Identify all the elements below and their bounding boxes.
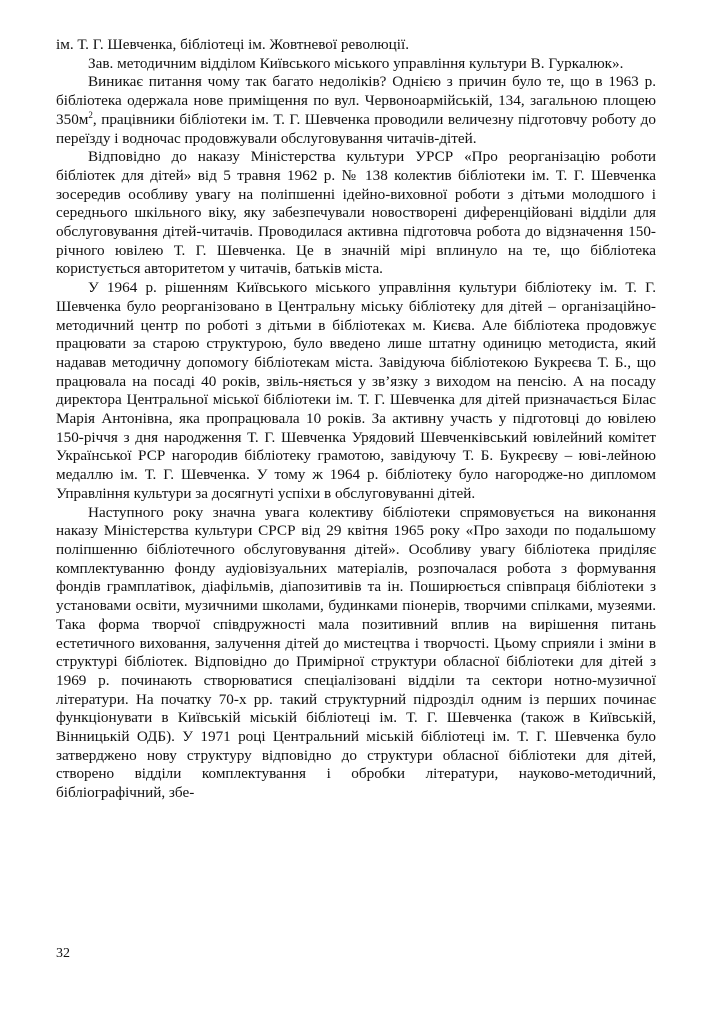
text-line-signature: Зав. методичним відділом Київського міського управління культури В. Гуркалюк». <box>88 54 624 72</box>
page-number: 32 <box>56 946 70 961</box>
area-unit-superscript: 2 <box>88 109 93 120</box>
paragraph-2: Відповідно до наказу Міністерства культури УРСР «Про реорганізацію роботи бібліотек для дітей» від 5 травня 1962 р. № 138 колектив бібліотеки ім. Т. Г. Шевченка зосередив особливу увагу на поліпшенні ідейно-виховної роботи з дітьми молодшого і середнього шкільного віку, яку забезпечували новостворені диференційовані відділи для обслуговування дітей-читачів. Проводилася активна підготовча робота до відзначення 150-річного ювілею Т. Г. Шевченка. Це в значній мірі вплинуло на те, що бібліотека користується авторитетом у читачів, батьків міста. <box>56 148 656 278</box>
document-page <box>56 36 656 803</box>
text-line-continuation: ім. Т. Г. Шевченка, бібліотеці ім. Жовтневої революції. <box>56 36 410 53</box>
paragraph-1-text-a: Виникає питання чому так багато недоліків? Однією з причин було те, що в 1963 р. бібліотека одержала нове приміщення по вул. Червоноармійській, 134, загальною площею 350м <box>56 73 656 128</box>
paragraph-3: У 1964 р. рішенням Київського міського управління культури бібліотеку ім. Т. Г. Шевченка було реорганізовано в Центральну міську бібліотеку для дітей – організаційно-методичний центр по роботі з дітьми в бібліотеках м. Києва. Але бібліотека продовжує працювати за старою структурою, було введено лише штатну одиницю методиста, який надавав методичну допомогу бібліотекам міста. Завідуюча бібліотекою Букреєва Т. Б., що працювала на посаді 40 років, звіль-няється у зв’язку з виходом на пенсію. А на посаду директора Центральної міської бібліотеки ім. Т. Г. Шевченка для дітей призначається Білас Марія Антонівна, яка пропрацювала 10 років. За активну участь у підготовці до ювілею 150-річчя з дня народження Т. Г. Шевченка Урядовий Шевченківський ювілейний комітет Української РСР нагородив бібліотеку грамотою, завідуючу Т. Б. Букреєву – юві-лейною медаллю ім. Т. Г. Шевченка. У тому ж 1964 р. бібліотеку було нагородже-но дипломом Управління культури за досягнуті успіхи в обслуговуванні дітей. <box>56 279 656 502</box>
paragraph-1 <box>56 73 656 148</box>
paragraph-1-text-b: , працівники бібліотеки ім. Т. Г. Шевченка проводили величезну підготовчу роботу до переїзду і водночас продовжували обслуговування читачів-дітей. <box>56 110 656 147</box>
paragraph-4: Наступного року значна увага колективу бібліотеки спрямовується на виконання наказу Міністерства культури СРСР від 29 квітня 1965 року «Про заходи по подальшому поліпшенню бібліотечного обслуговування дітей». Особливу увагу бібліотека приділяє комплектуванню фонду аудіовізуальних матеріалів, розпочалася робота з формування фондів грамплатівок, діафільмів, діапозитивів та ін. Поширюється співпраця бібліотеки з установами освіти, музичними школами, будинками піонерів, творчими спілками, музеями. Така форма творчої співдружності мала позитивний вплив на вирішення питань естетичного виховання, залучення дітей до мистецтва і творчості. Цьому сприяли і зміни в структурі бібліотек. Відповідно до Примірної структури обласної бібліотеки для дітей з 1969 р. починають створюватися спеціалізовані відділи та сектори нотно-музичної літератури. На початку 70-х рр. такий структурний підрозділ одним із перших починає функціонувати в Київській міській бібліотеці ім. Т. Г. Шевченка (також в Київській, Вінницькій ОДБ). У 1971 році Центральний міській бібліотеці ім. Т. Г. Шевченка було затверджено нову структуру відповідно до структури обласної бібліотеки для дітей, створено відділи комплектування і обробки літератури, науково-методичний, бібліографічний, збе- <box>56 503 656 802</box>
